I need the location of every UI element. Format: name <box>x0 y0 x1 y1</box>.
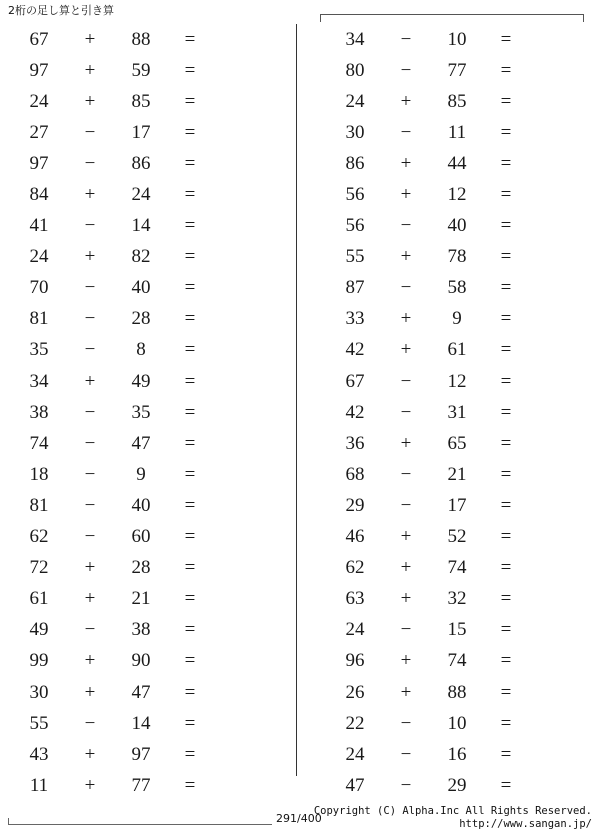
operator: − <box>84 712 96 734</box>
problem-row <box>0 397 300 428</box>
operand-a: 43 <box>29 743 49 765</box>
equals-sign: = <box>500 90 512 112</box>
equals-sign: = <box>184 28 196 50</box>
operand-b: 24 <box>131 184 151 206</box>
equals-sign: = <box>500 401 512 423</box>
equals-sign: = <box>500 246 512 268</box>
equals-sign: = <box>184 526 196 548</box>
operator: + <box>84 681 96 703</box>
problem-row <box>0 708 300 739</box>
operator: + <box>84 743 96 765</box>
operand-b: 14 <box>131 712 151 734</box>
operator: − <box>84 215 96 237</box>
operand-a: 11 <box>29 774 49 796</box>
operand-b: 12 <box>447 184 467 206</box>
problem-row <box>0 646 300 677</box>
operand-a: 18 <box>29 463 49 485</box>
operator: + <box>84 650 96 672</box>
operand-a: 30 <box>345 121 365 143</box>
operator: − <box>84 432 96 454</box>
problem-row <box>300 273 600 304</box>
equals-sign: = <box>500 432 512 454</box>
problem-row <box>300 553 600 584</box>
operand-a: 55 <box>29 712 49 734</box>
equals-sign: = <box>184 619 196 641</box>
operand-b: 28 <box>131 308 151 330</box>
problem-row <box>0 242 300 273</box>
operator: − <box>400 59 412 81</box>
operand-b: 90 <box>131 650 151 672</box>
operand-a: 87 <box>345 277 365 299</box>
problem-row <box>300 335 600 366</box>
problem-row <box>0 459 300 490</box>
problem-row <box>300 304 600 335</box>
equals-sign: = <box>500 28 512 50</box>
problem-column-right <box>300 24 600 801</box>
copyright-notice <box>314 805 592 831</box>
problem-row <box>0 304 300 335</box>
operand-b: 78 <box>447 246 467 268</box>
operand-b: 9 <box>452 308 462 330</box>
operand-b: 8 <box>136 339 146 361</box>
operand-b: 44 <box>447 152 467 174</box>
problem-column-left <box>0 24 300 801</box>
footer-rule-tick <box>8 818 9 825</box>
operand-a: 80 <box>345 59 365 81</box>
problem-row <box>0 86 300 117</box>
operand-a: 24 <box>29 90 49 112</box>
operator: − <box>84 339 96 361</box>
equals-sign: = <box>184 308 196 330</box>
operand-a: 27 <box>29 121 49 143</box>
operand-b: 38 <box>131 619 151 641</box>
equals-sign: = <box>184 90 196 112</box>
operand-b: 12 <box>447 370 467 392</box>
operand-a: 61 <box>29 588 49 610</box>
equals-sign: = <box>500 339 512 361</box>
operand-a: 41 <box>29 215 49 237</box>
operand-b: 52 <box>447 526 467 548</box>
equals-sign: = <box>500 619 512 641</box>
problem-row <box>0 615 300 646</box>
problem-row <box>0 117 300 148</box>
operand-b: 58 <box>447 277 467 299</box>
operand-a: 81 <box>29 494 49 516</box>
operator: + <box>84 184 96 206</box>
problem-row <box>0 366 300 397</box>
page-title: 2桁の足し算と引き算 <box>8 4 114 17</box>
operator: + <box>84 370 96 392</box>
operator: + <box>84 588 96 610</box>
operand-b: 21 <box>131 588 151 610</box>
page-number: 291/400 <box>276 812 322 825</box>
operator: − <box>400 619 412 641</box>
equals-sign: = <box>500 650 512 672</box>
operand-a: 63 <box>345 588 365 610</box>
problem-row <box>300 179 600 210</box>
operator: + <box>400 650 412 672</box>
operand-a: 72 <box>29 557 49 579</box>
operand-a: 97 <box>29 59 49 81</box>
operand-b: 61 <box>447 339 467 361</box>
operand-b: 40 <box>131 277 151 299</box>
operand-b: 31 <box>447 401 467 423</box>
name-field-tick-right <box>583 14 584 22</box>
operand-b: 47 <box>131 432 151 454</box>
equals-sign: = <box>500 681 512 703</box>
operand-a: 24 <box>29 246 49 268</box>
equals-sign: = <box>500 712 512 734</box>
problem-row <box>300 117 600 148</box>
equals-sign: = <box>184 463 196 485</box>
equals-sign: = <box>184 246 196 268</box>
operator: − <box>84 526 96 548</box>
name-field-rule <box>320 14 584 15</box>
operator: + <box>400 308 412 330</box>
operand-b: 40 <box>131 494 151 516</box>
equals-sign: = <box>500 277 512 299</box>
operand-b: 97 <box>131 743 151 765</box>
operand-a: 70 <box>29 277 49 299</box>
equals-sign: = <box>184 277 196 299</box>
equals-sign: = <box>500 557 512 579</box>
equals-sign: = <box>500 215 512 237</box>
equals-sign: = <box>500 774 512 796</box>
operand-a: 55 <box>345 246 365 268</box>
operator: − <box>400 215 412 237</box>
operand-b: 29 <box>447 774 467 796</box>
equals-sign: = <box>500 184 512 206</box>
operator: + <box>84 774 96 796</box>
operator: − <box>84 277 96 299</box>
problem-row <box>300 242 600 273</box>
operand-b: 10 <box>447 712 467 734</box>
problem-row <box>300 615 600 646</box>
equals-sign: = <box>500 526 512 548</box>
operand-b: 17 <box>447 494 467 516</box>
operand-b: 11 <box>447 121 467 143</box>
equals-sign: = <box>184 401 196 423</box>
operand-a: 81 <box>29 308 49 330</box>
problem-columns <box>0 24 600 801</box>
operand-b: 9 <box>136 463 146 485</box>
operand-b: 21 <box>447 463 467 485</box>
operand-a: 22 <box>345 712 365 734</box>
problem-row <box>300 148 600 179</box>
equals-sign: = <box>184 370 196 392</box>
operand-b: 59 <box>131 59 151 81</box>
operand-a: 62 <box>29 526 49 548</box>
operand-b: 86 <box>131 152 151 174</box>
problem-row <box>0 584 300 615</box>
equals-sign: = <box>184 774 196 796</box>
equals-sign: = <box>184 712 196 734</box>
operand-a: 86 <box>345 152 365 174</box>
operand-b: 82 <box>131 246 151 268</box>
operand-b: 60 <box>131 526 151 548</box>
operator: + <box>84 90 96 112</box>
operand-a: 67 <box>345 370 365 392</box>
operand-a: 68 <box>345 463 365 485</box>
equals-sign: = <box>500 59 512 81</box>
operand-a: 97 <box>29 152 49 174</box>
problem-row <box>0 148 300 179</box>
operand-b: 77 <box>447 59 467 81</box>
problem-row <box>300 86 600 117</box>
operator: − <box>400 712 412 734</box>
operand-b: 49 <box>131 370 151 392</box>
operator: + <box>400 432 412 454</box>
operand-b: 74 <box>447 557 467 579</box>
operator: + <box>400 152 412 174</box>
operand-b: 15 <box>447 619 467 641</box>
operand-a: 30 <box>29 681 49 703</box>
equals-sign: = <box>184 557 196 579</box>
problem-row <box>300 397 600 428</box>
operand-a: 34 <box>345 28 365 50</box>
operand-a: 67 <box>29 28 49 50</box>
operator: + <box>400 246 412 268</box>
operator: − <box>84 463 96 485</box>
operand-a: 42 <box>345 401 365 423</box>
problem-row <box>300 55 600 86</box>
operand-b: 65 <box>447 432 467 454</box>
operand-b: 14 <box>131 215 151 237</box>
operand-a: 34 <box>29 370 49 392</box>
operator: + <box>84 557 96 579</box>
name-field-tick-left <box>320 14 321 22</box>
problem-row <box>300 677 600 708</box>
operand-a: 62 <box>345 557 365 579</box>
operator: − <box>400 28 412 50</box>
operator: − <box>400 494 412 516</box>
equals-sign: = <box>500 308 512 330</box>
operand-a: 35 <box>29 339 49 361</box>
operator: − <box>84 401 96 423</box>
operator: + <box>400 339 412 361</box>
problem-row <box>300 708 600 739</box>
operand-a: 24 <box>345 90 365 112</box>
equals-sign: = <box>184 650 196 672</box>
equals-sign: = <box>184 121 196 143</box>
operand-a: 38 <box>29 401 49 423</box>
operand-b: 17 <box>131 121 151 143</box>
operator: − <box>400 743 412 765</box>
copyright-line-2: http://www.sangan.jp/ <box>459 818 592 830</box>
operator: + <box>84 59 96 81</box>
operand-b: 88 <box>447 681 467 703</box>
problem-row <box>300 770 600 801</box>
operand-a: 24 <box>345 619 365 641</box>
problem-row <box>0 55 300 86</box>
operand-a: 96 <box>345 650 365 672</box>
problem-row <box>0 770 300 801</box>
operand-b: 85 <box>131 90 151 112</box>
problem-row <box>0 739 300 770</box>
problem-row <box>0 490 300 521</box>
operand-a: 74 <box>29 432 49 454</box>
operator: − <box>400 370 412 392</box>
operand-a: 49 <box>29 619 49 641</box>
equals-sign: = <box>500 370 512 392</box>
problem-row <box>300 490 600 521</box>
operator: − <box>400 463 412 485</box>
problem-row <box>300 522 600 553</box>
problem-row <box>300 211 600 242</box>
operator: − <box>400 121 412 143</box>
problem-row <box>300 739 600 770</box>
problem-row <box>300 366 600 397</box>
problem-row <box>0 677 300 708</box>
problem-row <box>300 24 600 55</box>
operand-b: 35 <box>131 401 151 423</box>
problem-row <box>0 211 300 242</box>
operator: + <box>400 184 412 206</box>
equals-sign: = <box>500 121 512 143</box>
operand-b: 16 <box>447 743 467 765</box>
equals-sign: = <box>184 743 196 765</box>
operand-a: 29 <box>345 494 365 516</box>
operand-a: 56 <box>345 184 365 206</box>
operand-a: 46 <box>345 526 365 548</box>
problem-row <box>0 428 300 459</box>
operator: − <box>400 277 412 299</box>
problem-row <box>300 584 600 615</box>
operator: + <box>400 557 412 579</box>
operand-a: 24 <box>345 743 365 765</box>
equals-sign: = <box>500 463 512 485</box>
operator: − <box>84 619 96 641</box>
equals-sign: = <box>184 681 196 703</box>
equals-sign: = <box>184 215 196 237</box>
problem-row <box>0 24 300 55</box>
operator: + <box>400 526 412 548</box>
problem-row <box>0 273 300 304</box>
operand-b: 28 <box>131 557 151 579</box>
operator: + <box>400 588 412 610</box>
problem-row <box>300 646 600 677</box>
operand-b: 85 <box>447 90 467 112</box>
problem-row <box>0 179 300 210</box>
operand-b: 88 <box>131 28 151 50</box>
operator: − <box>400 774 412 796</box>
operand-b: 10 <box>447 28 467 50</box>
operand-a: 36 <box>345 432 365 454</box>
equals-sign: = <box>184 184 196 206</box>
equals-sign: = <box>184 339 196 361</box>
operator: + <box>400 681 412 703</box>
operand-b: 47 <box>131 681 151 703</box>
problem-row <box>300 428 600 459</box>
operator: + <box>84 28 96 50</box>
equals-sign: = <box>184 588 196 610</box>
problem-row <box>0 553 300 584</box>
footer-rule <box>8 824 272 825</box>
operand-a: 47 <box>345 774 365 796</box>
copyright-line-1: Copyright (C) Alpha.Inc All Rights Reserved. <box>313 805 592 817</box>
equals-sign: = <box>500 588 512 610</box>
equals-sign: = <box>184 59 196 81</box>
operator: − <box>84 121 96 143</box>
operand-a: 33 <box>345 308 365 330</box>
operand-a: 84 <box>29 184 49 206</box>
problem-row <box>0 335 300 366</box>
operand-a: 26 <box>345 681 365 703</box>
operator: − <box>84 152 96 174</box>
problem-row <box>0 522 300 553</box>
operand-b: 32 <box>447 588 467 610</box>
equals-sign: = <box>184 152 196 174</box>
operand-b: 77 <box>131 774 151 796</box>
operand-b: 40 <box>447 215 467 237</box>
equals-sign: = <box>184 432 196 454</box>
operand-a: 56 <box>345 215 365 237</box>
operator: − <box>84 308 96 330</box>
equals-sign: = <box>500 494 512 516</box>
operand-a: 99 <box>29 650 49 672</box>
equals-sign: = <box>184 494 196 516</box>
operator: − <box>400 401 412 423</box>
equals-sign: = <box>500 152 512 174</box>
operator: + <box>84 246 96 268</box>
operator: + <box>400 90 412 112</box>
operand-b: 74 <box>447 650 467 672</box>
problem-row <box>300 459 600 490</box>
equals-sign: = <box>500 743 512 765</box>
operator: − <box>84 494 96 516</box>
operand-a: 42 <box>345 339 365 361</box>
